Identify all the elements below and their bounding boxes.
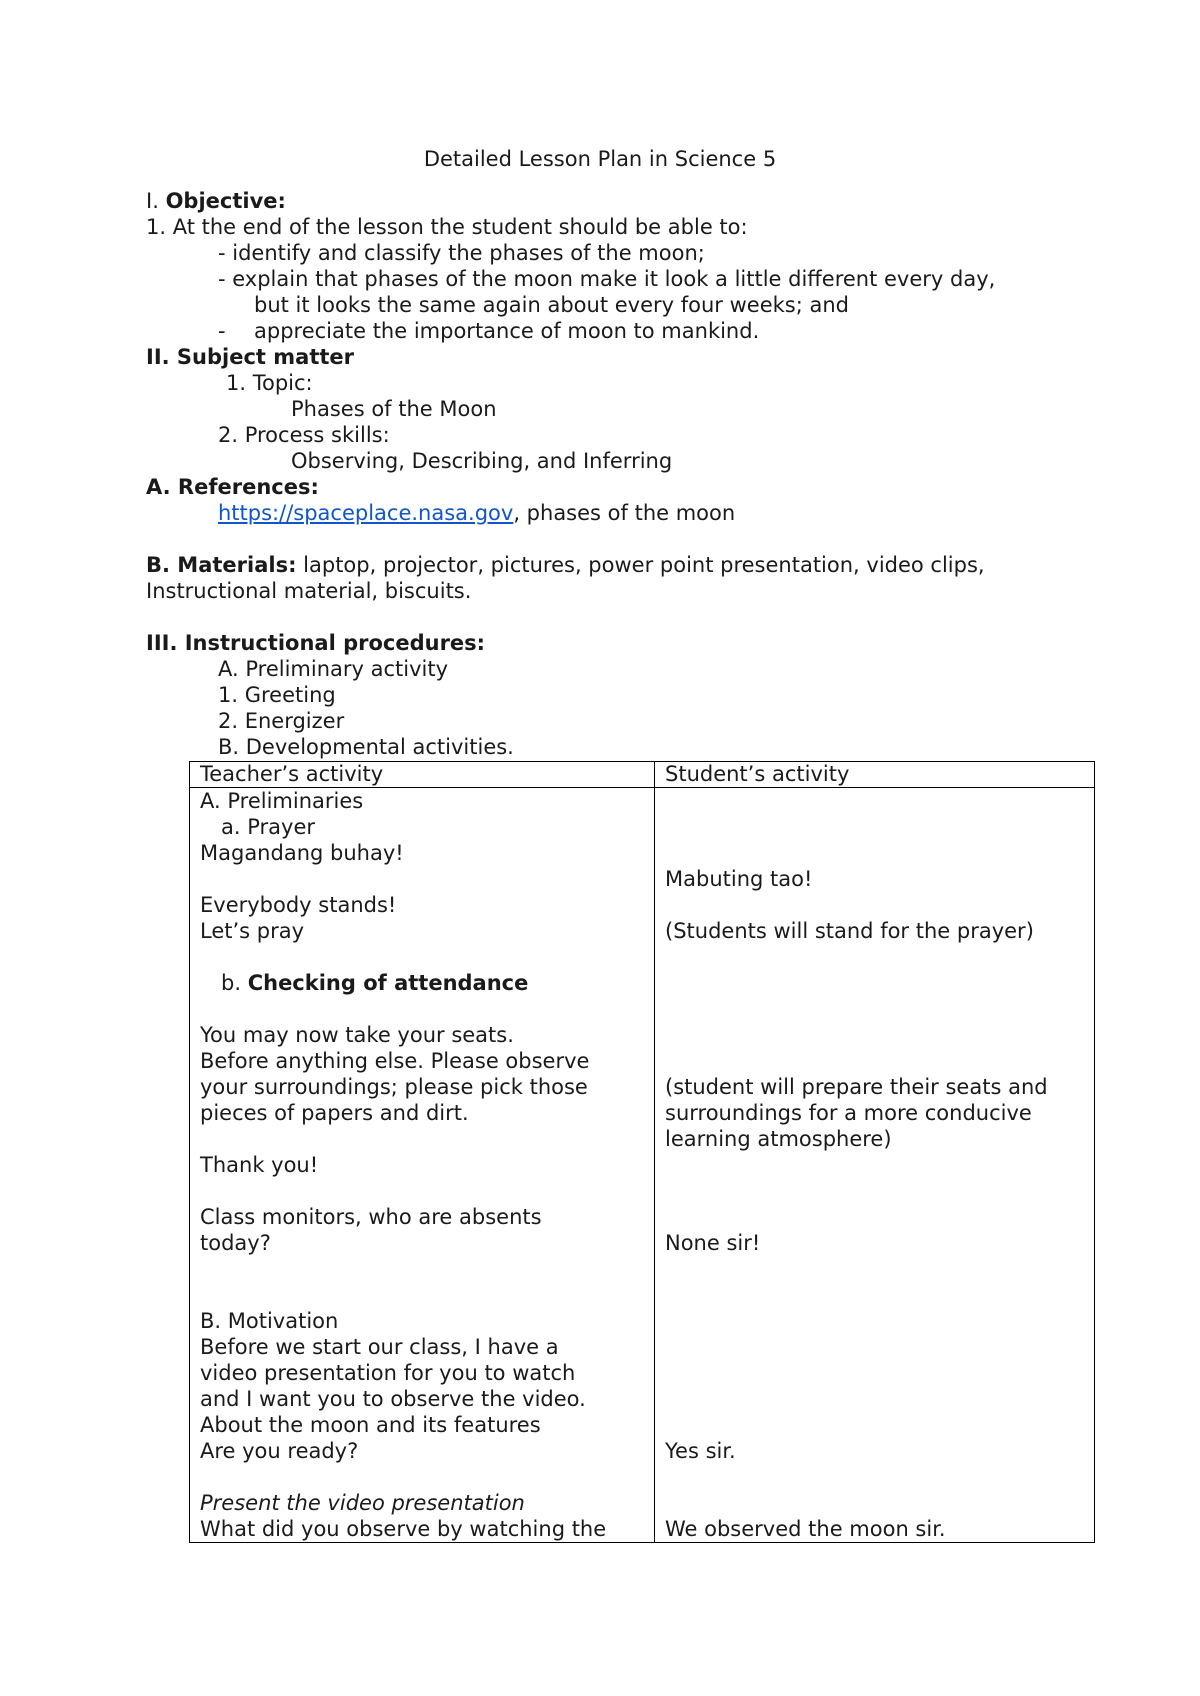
teacher-monitors-1: Class monitors, who are absents bbox=[200, 1205, 542, 1229]
teacher-activity-cell bbox=[190, 788, 655, 1543]
teacher-monitors-2: today? bbox=[200, 1231, 271, 1255]
procedure-item-3: 2. Energizer bbox=[218, 709, 345, 733]
teacher-thanks: Thank you! bbox=[200, 1153, 319, 1177]
procedure-item-2: 1. Greeting bbox=[218, 683, 336, 707]
attendance-label: Checking of attendance bbox=[247, 971, 529, 995]
student-reply-3b: surroundings for a more conducive bbox=[665, 1101, 1032, 1125]
topic-value: Phases of the Moon bbox=[291, 397, 497, 421]
subject-matter-heading: II. Subject matter bbox=[146, 345, 354, 369]
materials-text: laptop, projector, pictures, power point presentation, video clips, bbox=[303, 553, 985, 577]
objective-item-3: appreciate the importance of moon to mankind. bbox=[254, 319, 760, 343]
teacher-present-video: Present the video presentation bbox=[200, 1491, 525, 1515]
teacher-motivation-3: and I want you to observe the video. bbox=[200, 1387, 586, 1411]
table-body-row bbox=[190, 788, 1095, 1543]
teacher-observe-2: your surroundings; please pick those bbox=[200, 1075, 588, 1099]
teacher-observe-3: pieces of papers and dirt. bbox=[200, 1101, 469, 1125]
student-reply-3c: learning atmosphere) bbox=[665, 1127, 892, 1151]
objective-num: I. bbox=[146, 189, 159, 213]
page-title: Detailed Lesson Plan in Science 5 bbox=[423, 147, 777, 171]
objective-item-2: - explain that phases of the moon make it look a little different every day, bbox=[218, 267, 996, 291]
student-header-cell bbox=[655, 762, 1095, 788]
procedure-item-4: B. Developmental activities. bbox=[218, 735, 514, 759]
teacher-header-cell bbox=[190, 762, 655, 788]
activity-table bbox=[189, 761, 1095, 1543]
student-reply-4: None sir! bbox=[665, 1231, 761, 1255]
procedure-item-1: A. Preliminary activity bbox=[218, 657, 449, 681]
teacher-seats: You may now take your seats. bbox=[200, 1023, 514, 1047]
student-reply-1: Mabuting tao! bbox=[665, 867, 813, 891]
objective-label: Objective: bbox=[165, 189, 286, 213]
teacher-header: Teacher’s activity bbox=[200, 762, 384, 786]
teacher-preliminaries: A. Preliminaries bbox=[200, 789, 364, 813]
student-header: Student’s activity bbox=[665, 762, 850, 786]
student-reply-2: (Students will stand for the prayer) bbox=[665, 919, 1034, 943]
table-header-row bbox=[190, 762, 1095, 788]
objective-item-1: - identify and classify the phases of the moon; bbox=[218, 241, 705, 265]
materials-heading: B. Materials: bbox=[146, 553, 297, 577]
teacher-motivation-1: Before we start our class, I have a bbox=[200, 1335, 559, 1359]
objective-item-2-cont: but it looks the same again about every four weeks; and bbox=[254, 293, 849, 317]
teacher-prayer: a. Prayer bbox=[221, 815, 315, 839]
teacher-question: What did you observe by watching the bbox=[200, 1517, 607, 1541]
teacher-greeting: Magandang buhay! bbox=[200, 841, 404, 865]
objective-heading bbox=[146, 188, 286, 214]
reference-link[interactable]: https://spaceplace.nasa.gov bbox=[218, 501, 514, 525]
teacher-pray: Let’s pray bbox=[200, 919, 305, 943]
teacher-motivation-2: video presentation for you to watch bbox=[200, 1361, 576, 1385]
process-skills-value: Observing, Describing, and Inferring bbox=[291, 449, 673, 473]
topic-label: 1. Topic: bbox=[226, 371, 313, 395]
materials-line-1 bbox=[146, 552, 985, 578]
teacher-motivation: B. Motivation bbox=[200, 1309, 339, 1333]
materials-line-2: Instructional material, biscuits. bbox=[146, 579, 472, 603]
attendance-prefix: b. bbox=[221, 971, 242, 995]
process-skills-label: 2. Process skills: bbox=[218, 423, 390, 447]
student-reply-6: We observed the moon sir. bbox=[665, 1517, 946, 1541]
references-line bbox=[218, 500, 735, 526]
references-heading: A. References: bbox=[146, 475, 319, 499]
teacher-motivation-4: About the moon and its features bbox=[200, 1413, 541, 1437]
objective-intro: 1. At the end of the lesson the student should be able to: bbox=[146, 215, 748, 239]
procedures-heading: III. Instructional procedures: bbox=[146, 631, 486, 655]
student-reply-5: Yes sir. bbox=[665, 1439, 736, 1463]
teacher-attendance bbox=[221, 970, 528, 996]
teacher-observe-1: Before anything else. Please observe bbox=[200, 1049, 590, 1073]
objective-item-3-dash: - bbox=[218, 319, 226, 343]
student-activity-cell bbox=[655, 788, 1095, 1543]
reference-suffix: , phases of the moon bbox=[513, 501, 736, 525]
teacher-ready: Are you ready? bbox=[200, 1439, 359, 1463]
student-reply-3a: (student will prepare their seats and bbox=[665, 1075, 1048, 1099]
teacher-stands: Everybody stands! bbox=[200, 893, 397, 917]
